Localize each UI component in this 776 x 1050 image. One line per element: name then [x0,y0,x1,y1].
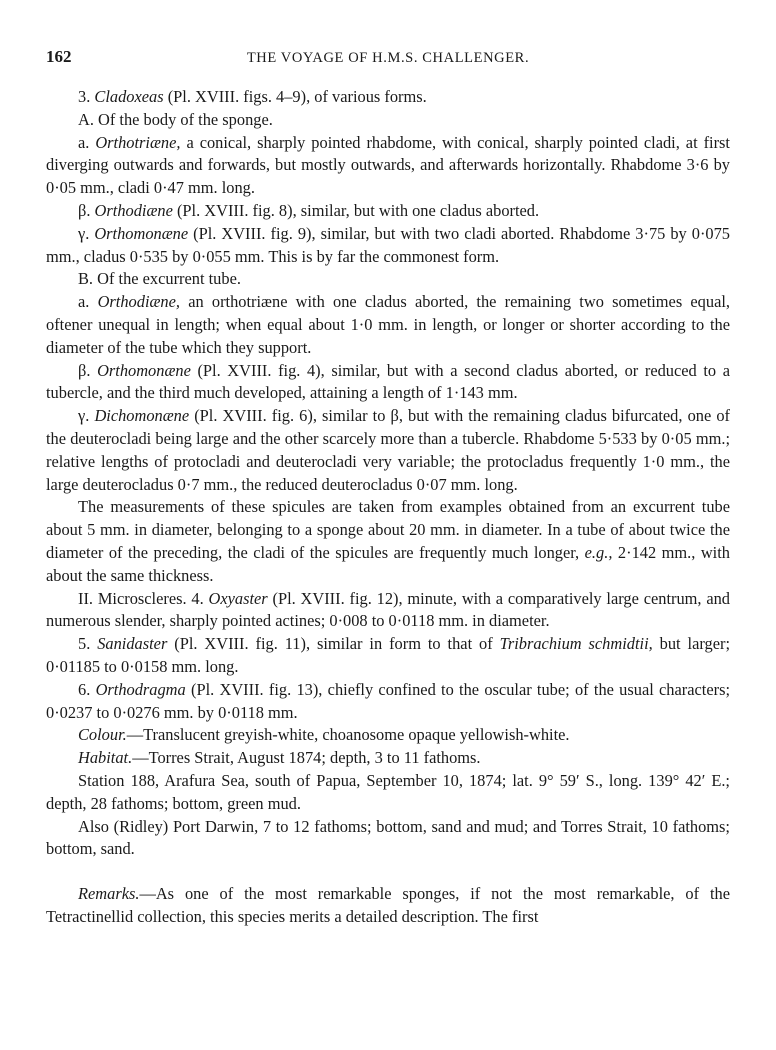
page-header [46,46,730,70]
paragraph-excurrent-tube: B. Of the excurrent tube. [78,269,241,289]
paragraph-measurements: The measurements of these spicules are taken from examples obtained from an excurrent tube about 5 mm. in diameter, belonging to a sponge about 20 mm. in diameter. In a tube of about twice the diameter of the preceding, the cladi of the spicules are frequently much longer, e.g., 2·142 mm., with about the same thickness. [46,497,730,585]
body-text [46,86,730,929]
paragraph-sanidaster: 5. Sanidaster (Pl. XVIII. fig. 11), similar in form to that of Tribrachium schmidtii, but larger; 0·01185 to 0·0158 mm. long. [46,634,730,676]
paragraph-colour: Colour.—Translucent greyish-white, choanosome opaque yellowish-white. [78,725,570,745]
paragraph-tube-orthomonaene: β. Orthomonæne (Pl. XVIII. fig. 4), similar, but with a second cladus aborted, or reduced to a tubercle, and the third much developed, attaining a length of 1·143 mm. [46,360,730,403]
paragraph-body-of-sponge: A. Of the body of the sponge. [78,109,273,129]
paragraph-cladoxeas: 3. Cladoxeas (Pl. XVIII. figs. 4–9), of various forms. [78,87,427,106]
running-head: THE VOYAGE OF H.M.S. CHALLENGER. [246,50,530,66]
paragraph-orthodragma: 6. Orthodragma (Pl. XVIII. fig. 13), chiefly confined to the oscular tube; of the usual characters; 0·0237 to 0·0276 mm. by 0·0118 mm. [46,679,731,722]
paragraph-station-188: Station 188, Arafura Sea, south of Papua, September 10, 1874; lat. 9° 59′ S., long. 139° 42′ E.; depth, 28 fathoms; bottom, green mud. [46,770,730,813]
page-number: 162 [46,47,72,66]
paragraph-orthotriaene: a. Orthotriæne, a conical, sharply pointed rhabdome, with conical, sharply pointed cladi, at first diverging outwards and forwards, but mostly outwards, and afterwards horizontally. Rhabdome 3·6 by 0·05 mm., cladi 0·47 mm. long. [46,132,730,198]
paragraph-remarks: Remarks.—As one of the most remarkable sponges, if not the most remarkable, of the Tetractinellid collection, this species merits a detailed description. The first [46,884,730,926]
paragraph-orthodiaene: β. Orthodiæne (Pl. XVIII. fig. 8), similar, but with one cladus aborted. [78,200,540,220]
paragraph-habitat: Habitat.—Torres Strait, August 1874; depth, 3 to 11 fathoms. [78,748,481,768]
paragraph-orthomonaene: γ. Orthomonæne (Pl. XVIII. fig. 9), similar, but with two cladi aborted. Rhabdome 3·75 by 0·075 mm., cladus 0·535 by 0·055 mm. This is by far the commonest form. [46,223,730,266]
paragraph-dichomonaene: γ. Dichomonæne (Pl. XVIII. fig. 6), similar to β, but with the remaining cladus bifurcated, one of the deuterocladi being large and the other scarcely more than a tubercle. Rhabdome 5·533 by 0·05 mm.; relative lengths of protocladi and deuterocladi very variable; the protocladus frequently 1·0 mm., the large deuterocladus 0·7 mm., the reduced deuterocladus 0·07 mm. long. [46,406,730,494]
paragraph-oxyaster: II. Microscleres. 4. Oxyaster (Pl. XVIII. fig. 12), minute, with a comparatively large centrum, and numerous slender, sharply pointed actines; 0·008 to 0·0118 mm. in diameter. [46,588,730,631]
paragraph-tube-orthodiaene: a. Orthodiæne, an orthotriæne with one cladus aborted, the remaining two sometimes equal, oftener unequal in length; when equal about 1·0 mm. in length, or longer or shorter according to the diameter of the tube which they support. [46,292,731,357]
paragraph-ridley: Also (Ridley) Port Darwin, 7 to 12 fathoms; bottom, sand and mud; and Torres Strait, 10 fathoms; bottom, sand. [46,816,730,859]
